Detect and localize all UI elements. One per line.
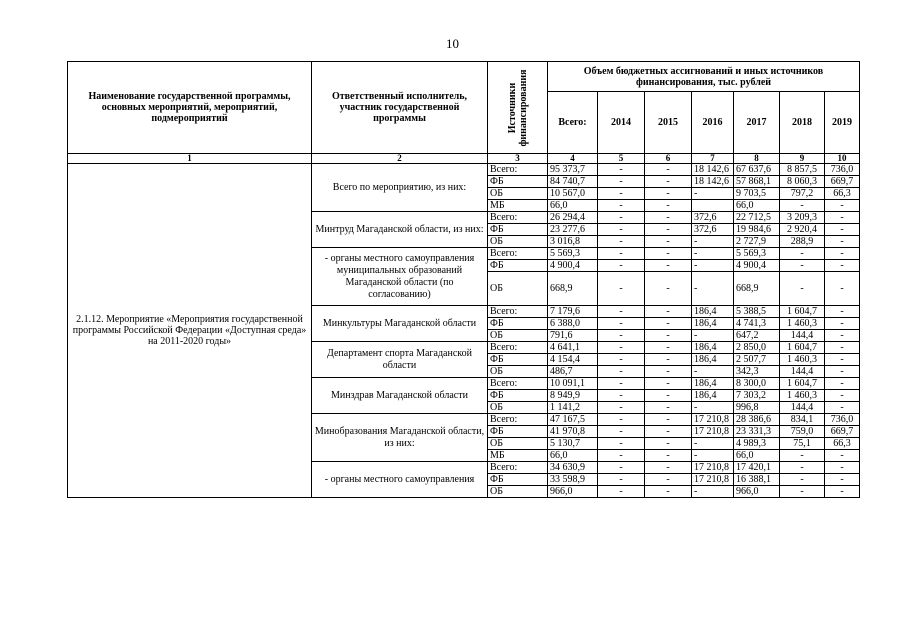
value-cell: 372,6 [692,212,734,224]
value-cell: - [780,248,825,260]
value-cell: 668,9 [548,272,598,306]
source-cell: ФБ [488,390,548,402]
value-cell: - [825,450,860,462]
value-cell: 996,8 [734,402,780,414]
value-cell: 17 420,1 [734,462,780,474]
column-number-row [68,154,860,164]
source-cell: Всего: [488,462,548,474]
value-cell: 966,0 [548,486,598,498]
executor-cell: - органы местного самоуправления муниципальных образований Магаданской области (по согласованию) [312,248,488,306]
value-cell: 33 598,9 [548,474,598,486]
value-cell: 66,3 [825,188,860,200]
value-cell: 736,0 [825,414,860,426]
value-cell: - [825,330,860,342]
source-cell: ФБ [488,354,548,366]
value-cell: - [825,200,860,212]
value-cell: - [645,236,692,248]
value-cell: 834,1 [780,414,825,426]
value-cell: 5 569,3 [548,248,598,260]
value-cell: - [692,188,734,200]
value-cell: 5 130,7 [548,438,598,450]
value-cell: - [825,306,860,318]
value-cell: 8 060,3 [780,176,825,188]
value-cell: 10 091,1 [548,378,598,390]
value-cell: - [645,200,692,212]
header-executor: Ответственный исполнитель, участник государственной программы [312,62,488,154]
value-cell: 47 167,5 [548,414,598,426]
value-cell: - [645,426,692,438]
value-cell: - [780,260,825,272]
value-cell: - [598,224,645,236]
value-cell: 66,0 [734,200,780,212]
value-cell: 1 604,7 [780,342,825,354]
value-cell: - [825,474,860,486]
value-cell: - [825,236,860,248]
column-number: 1 [68,154,312,164]
value-cell: - [645,224,692,236]
value-cell [692,200,734,212]
source-cell: Всего: [488,212,548,224]
value-cell: - [645,366,692,378]
value-cell: 668,9 [734,272,780,306]
value-cell: - [692,438,734,450]
value-cell: 7 179,6 [548,306,598,318]
value-cell: - [645,188,692,200]
value-cell: 75,1 [780,438,825,450]
value-cell: - [645,248,692,260]
value-cell: 7 303,2 [734,390,780,402]
column-number: 8 [734,154,780,164]
value-cell: 144,4 [780,366,825,378]
value-cell: - [598,366,645,378]
executor-cell: Минобразования Магаданской области, из них: [312,414,488,462]
column-number: 7 [692,154,734,164]
executor-cell: Всего по мероприятию, из них: [312,164,488,212]
source-cell: ОБ [488,188,548,200]
source-cell: ФБ [488,474,548,486]
source-cell: Всего: [488,306,548,318]
value-cell: - [825,212,860,224]
value-cell: - [645,176,692,188]
value-cell: - [598,438,645,450]
source-cell: ФБ [488,224,548,236]
column-number: 2 [312,154,488,164]
value-cell: 66,0 [548,200,598,212]
value-cell: 66,0 [548,450,598,462]
value-cell: - [598,272,645,306]
value-cell: 34 630,9 [548,462,598,474]
value-cell: - [645,474,692,486]
value-cell: - [598,188,645,200]
column-number: 6 [645,154,692,164]
value-cell: - [780,462,825,474]
value-cell: 57 868,1 [734,176,780,188]
value-cell: 26 294,4 [548,212,598,224]
value-cell: - [645,342,692,354]
value-cell: 797,2 [780,188,825,200]
value-cell: - [598,414,645,426]
value-cell: - [645,318,692,330]
value-cell: - [598,474,645,486]
value-cell: - [598,330,645,342]
value-cell: 1 141,2 [548,402,598,414]
value-cell: - [825,318,860,330]
value-cell: - [645,260,692,272]
value-cell: 186,4 [692,390,734,402]
value-cell: - [598,462,645,474]
source-cell: МБ [488,450,548,462]
value-cell: 791,6 [548,330,598,342]
value-cell: 66,3 [825,438,860,450]
value-cell: - [598,378,645,390]
value-cell: - [825,224,860,236]
source-cell: ОБ [488,272,548,306]
value-cell: - [598,486,645,498]
value-cell: - [598,212,645,224]
value-cell: 66,0 [734,450,780,462]
value-cell: 186,4 [692,354,734,366]
value-cell: 4 900,4 [548,260,598,272]
value-cell: - [598,260,645,272]
header-year: 2014 [598,92,645,154]
value-cell: - [825,378,860,390]
value-cell: 186,4 [692,306,734,318]
value-cell: - [645,330,692,342]
source-cell: МБ [488,200,548,212]
value-cell: 144,4 [780,402,825,414]
source-cell: ФБ [488,260,548,272]
value-cell: 8 857,5 [780,164,825,176]
value-cell: 2 850,0 [734,342,780,354]
value-cell: 647,2 [734,330,780,342]
value-cell: - [780,474,825,486]
value-cell: - [825,486,860,498]
value-cell: - [598,200,645,212]
value-cell: - [825,260,860,272]
value-cell: 144,4 [780,330,825,342]
column-number: 4 [548,154,598,164]
value-cell: 186,4 [692,318,734,330]
value-cell: - [825,354,860,366]
value-cell: 4 154,4 [548,354,598,366]
value-cell: - [598,248,645,260]
value-cell: 2 920,4 [780,224,825,236]
value-cell: - [598,450,645,462]
source-cell: ОБ [488,402,548,414]
value-cell: 5 388,5 [734,306,780,318]
value-cell: - [645,462,692,474]
value-cell: - [645,438,692,450]
value-cell: 4 900,4 [734,260,780,272]
value-cell: - [692,236,734,248]
value-cell: - [598,426,645,438]
executor-cell: - органы местного самоуправления [312,462,488,498]
value-cell: 28 386,6 [734,414,780,426]
column-number: 5 [598,154,645,164]
source-cell: Всего: [488,378,548,390]
source-cell: ОБ [488,236,548,248]
source-cell: ОБ [488,438,548,450]
value-cell: 5 569,3 [734,248,780,260]
value-cell: - [598,402,645,414]
column-number: 9 [780,154,825,164]
source-cell: ОБ [488,366,548,378]
table-row [68,164,860,176]
executor-cell: Департамент спорта Магаданской области [312,342,488,378]
value-cell: 67 637,6 [734,164,780,176]
value-cell: 3 209,3 [780,212,825,224]
value-cell: 669,7 [825,176,860,188]
page-number: 10 [446,36,459,51]
value-cell: 4 641,1 [548,342,598,354]
source-cell: Всего: [488,164,548,176]
value-cell: - [598,236,645,248]
measure-title: 2.1.12. Мероприятие «Мероприятия государственной программы Российской Федерации «Доступная среда» на 2011-2020 годы» [68,164,312,498]
value-cell: 966,0 [734,486,780,498]
value-cell: - [598,342,645,354]
executor-cell: Минздрав Магаданской области [312,378,488,414]
header-source: Источники финансирования [488,62,548,154]
value-cell: 1 460,3 [780,318,825,330]
value-cell: 1 604,7 [780,378,825,390]
value-cell: 84 740,7 [548,176,598,188]
source-cell: ОБ [488,330,548,342]
value-cell: 4 741,3 [734,318,780,330]
value-cell: - [598,390,645,402]
header-volume: Объем бюджетных ассигнований и иных источников финансирования, тыс. рублей [548,62,860,92]
value-cell: 1 460,3 [780,390,825,402]
value-cell: - [645,486,692,498]
source-cell: Всего: [488,342,548,354]
header-year: 2017 [734,92,780,154]
value-cell: - [825,402,860,414]
value-cell: - [598,354,645,366]
value-cell: - [645,414,692,426]
value-cell: 8 949,9 [548,390,598,402]
header-year: 2018 [780,92,825,154]
value-cell: 1 604,7 [780,306,825,318]
value-cell: - [645,390,692,402]
value-cell: - [645,378,692,390]
value-cell: 2 727,9 [734,236,780,248]
source-cell: ФБ [488,176,548,188]
value-cell: 22 712,5 [734,212,780,224]
header-year: 2015 [645,92,692,154]
value-cell: 95 373,7 [548,164,598,176]
column-number: 10 [825,154,860,164]
value-cell: 16 388,1 [734,474,780,486]
value-cell: - [598,176,645,188]
value-cell: 18 142,6 [692,176,734,188]
executor-cell: Минкультуры Магаданской области [312,306,488,342]
value-cell: - [780,486,825,498]
value-cell: - [645,306,692,318]
value-cell: 669,7 [825,426,860,438]
value-cell: 41 970,8 [548,426,598,438]
source-cell: ФБ [488,318,548,330]
value-cell: 186,4 [692,342,734,354]
value-cell: - [825,462,860,474]
source-cell: ОБ [488,486,548,498]
source-cell: Всего: [488,248,548,260]
source-cell: ФБ [488,426,548,438]
value-cell: 2 507,7 [734,354,780,366]
value-cell: 3 016,8 [548,236,598,248]
value-cell: - [692,248,734,260]
value-cell: 18 142,6 [692,164,734,176]
value-cell: 23 277,6 [548,224,598,236]
value-cell: 372,6 [692,224,734,236]
value-cell: - [692,450,734,462]
value-cell: - [692,330,734,342]
value-cell: - [780,450,825,462]
value-cell: 19 984,6 [734,224,780,236]
value-cell: 288,9 [780,236,825,248]
value-cell: - [692,402,734,414]
value-cell: - [692,486,734,498]
value-cell: 17 210,8 [692,474,734,486]
value-cell: 10 567,0 [548,188,598,200]
value-cell: 17 210,8 [692,426,734,438]
value-cell: 9 703,5 [734,188,780,200]
value-cell: - [598,306,645,318]
value-cell: 736,0 [825,164,860,176]
value-cell: - [825,366,860,378]
value-cell: - [645,272,692,306]
value-cell: 17 210,8 [692,462,734,474]
value-cell: - [598,164,645,176]
header-name: Наименование государственной программы, основных мероприятий, мероприятий, подмероприятий [68,62,312,154]
value-cell: 17 210,8 [692,414,734,426]
value-cell: - [692,272,734,306]
value-cell: 1 460,3 [780,354,825,366]
value-cell: - [692,260,734,272]
header-year: 2016 [692,92,734,154]
value-cell: - [645,164,692,176]
value-cell: - [645,354,692,366]
header-total: Всего: [548,92,598,154]
executor-cell: Минтруд Магаданской области, из них: [312,212,488,248]
value-cell: - [825,272,860,306]
value-cell: - [825,248,860,260]
value-cell: - [692,366,734,378]
budget-table [67,61,860,498]
source-cell: Всего: [488,414,548,426]
value-cell: - [598,318,645,330]
column-number: 3 [488,154,548,164]
value-cell: 186,4 [692,378,734,390]
value-cell: - [780,272,825,306]
value-cell: 6 388,0 [548,318,598,330]
value-cell: - [780,200,825,212]
value-cell: 342,3 [734,366,780,378]
value-cell: 8 300,0 [734,378,780,390]
value-cell: - [825,342,860,354]
value-cell: - [825,390,860,402]
value-cell: 4 989,3 [734,438,780,450]
value-cell: 759,0 [780,426,825,438]
value-cell: 486,7 [548,366,598,378]
value-cell: - [645,212,692,224]
value-cell: - [645,450,692,462]
value-cell: 23 331,3 [734,426,780,438]
header-year: 2019 [825,92,860,154]
value-cell: - [645,402,692,414]
